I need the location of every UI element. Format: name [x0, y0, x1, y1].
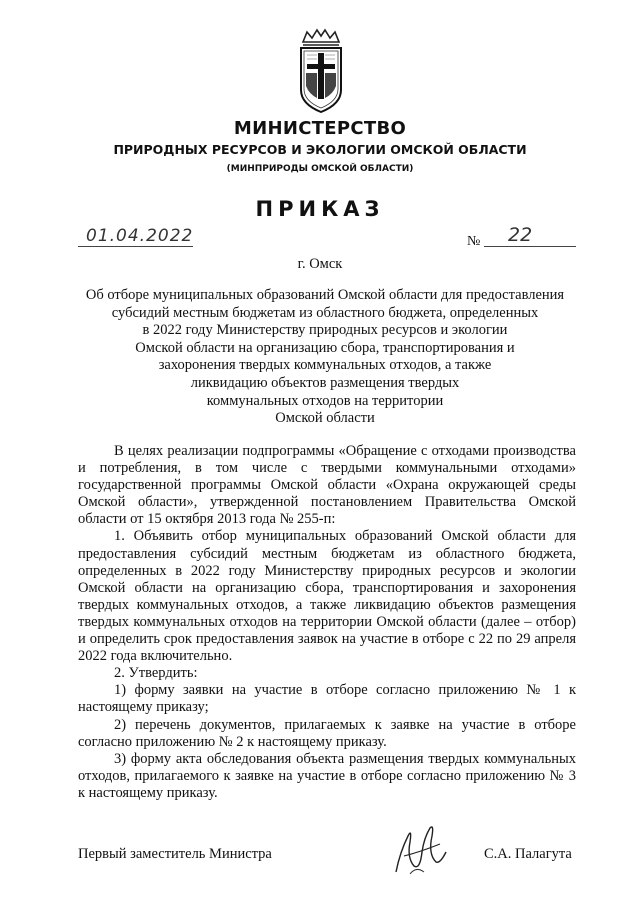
coat-of-arms-icon — [295, 28, 347, 114]
subject-line: Об отборе муниципальных образований Омской области для предоставления — [85, 287, 565, 303]
subject-line: субсидий местным бюджетам из областного бюджета, определенных — [111, 304, 539, 321]
signature-icon — [390, 822, 450, 877]
document-kind: ПРИКАЗ — [255, 197, 385, 221]
item-1-paragraph: 1. Объявить отбор муниципальных образований Омской области для предоставления субсидий местным бюджетам из областного бюджета, определенных в 2022 году Министерству природных ресурсов и экологии Омской области на организацию сбора, транспортирования и захоронения твердых коммунальных отходов, а также ликвидацию объектов размещения твердых коммунальных отходов на территории Омской области (далее – отбор) и определить срок предоставления заявок на участие в отборе с 22 по 29 апреля 2022 года включительно. — [78, 528, 576, 665]
item-2-1-paragraph: 1) форму заявки на участие в отборе согласно приложению № 1 к настоящему приказу; — [78, 682, 576, 716]
document-date: 01.04.2022 — [86, 226, 194, 246]
subject-line: ликвидацию объектов размещения твердых — [190, 374, 460, 391]
number-underline — [484, 246, 576, 247]
item-2-3-paragraph: 3) форму акта обследования объекта размещения твердых коммунальных отходов, прилагаемого к заявке на участие в отборе согласно приложению № 3 к настоящему приказу. — [78, 750, 576, 801]
document-body — [78, 443, 576, 802]
ministry-subtitle: ПРИРОДНЫХ РЕСУРСОВ И ЭКОЛОГИИ ОМСКОЙ ОБЛАСТИ — [113, 142, 527, 157]
subject-line: Омской области — [275, 410, 375, 427]
document-number: 22 — [508, 224, 533, 246]
subject-line: Омской области на организацию сбора, транспортирования и — [135, 339, 515, 356]
subject-line: коммунальных отходов на территории — [206, 392, 444, 409]
ministry-title: МИНИСТЕРСТВО — [233, 118, 407, 139]
city: г. Омск — [297, 256, 343, 272]
item-2-paragraph: 2. Утвердить: — [114, 665, 198, 682]
preamble-paragraph: В целях реализации подпрограммы «Обращение с отходами производства и потребления, в том числе с твердыми коммунальными отходами» государственной программы Омской области «Охрана окружающей среды Омской области», утвержденной постановлением Правительства Омской области от 15 октября 2013 года № 255-п: — [78, 443, 576, 528]
signer-name: С.А. Палагута — [484, 846, 572, 862]
subject-line: в 2022 году Министерству природных ресурсов и экологии — [142, 322, 508, 339]
date-underline — [78, 246, 193, 247]
subject-line: захоронения твердых коммунальных отходов, а также — [158, 357, 492, 374]
ministry-short-name: (МИНПРИРОДЫ ОМСКОЙ ОБЛАСТИ) — [226, 164, 414, 174]
number-label: № — [467, 234, 481, 249]
document-subject — [75, 287, 575, 428]
item-2-2-paragraph: 2) перечень документов, прилагаемых к заявке на участие в отборе согласно приложению № 2 к настоящему приказу. — [78, 716, 576, 750]
signer-position: Первый заместитель Министра — [78, 846, 272, 862]
